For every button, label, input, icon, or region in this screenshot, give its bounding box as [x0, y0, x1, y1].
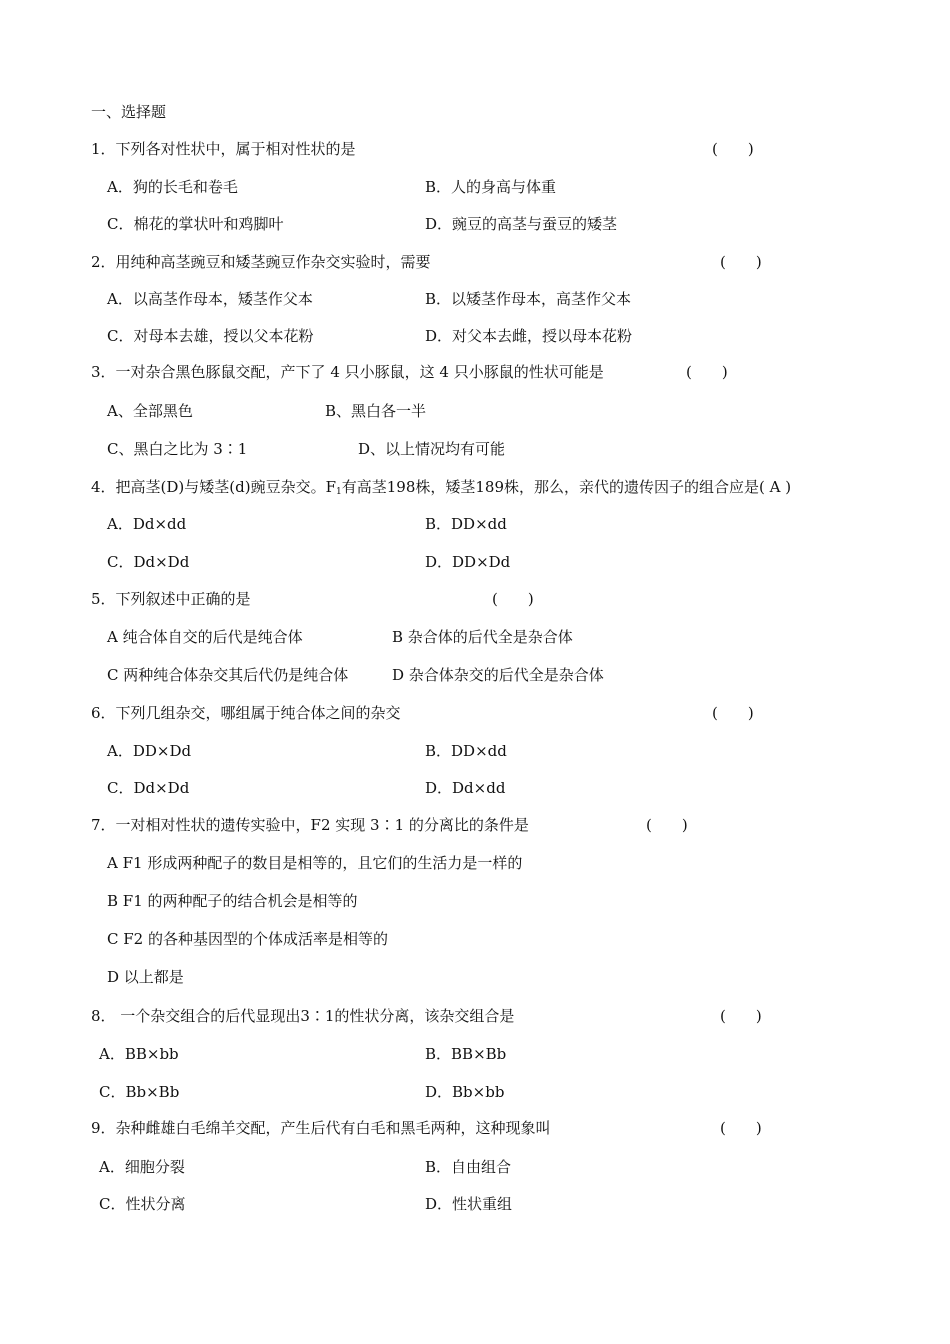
question-2-option-b: B．以矮茎作母本，高茎作父本 — [425, 290, 632, 308]
question-8-option-d: D．Bb×bb — [425, 1083, 505, 1101]
question-3-option-c: C、黑白之比为 3∶1 — [107, 440, 248, 458]
question-7-stem: 7．一对相对性状的遗传实验中，F2 实现 3∶1 的分离比的条件是 — [91, 816, 529, 834]
question-4-stem-pre: 4．把高茎(D)与矮茎(d)豌豆杂交。F — [91, 478, 336, 496]
question-1-stem: 1．下列各对性状中，属于相对性状的是 — [91, 140, 356, 158]
question-5-stem: 5．下列叙述中正确的是 — [91, 590, 251, 608]
question-1-option-d: D．豌豆的高茎与蚕豆的矮茎 — [425, 215, 618, 233]
question-9-option-b: B．自由组合 — [425, 1158, 512, 1176]
question-8-answer-paren: ( ) — [720, 1007, 762, 1025]
question-3-stem: 3．一对杂合黑色豚鼠交配，产下了 4 只小豚鼠，这 4 只小豚鼠的性状可能是 — [91, 363, 604, 381]
question-3-option-d: D、以上情况均有可能 — [358, 440, 506, 458]
question-1-answer-paren: ( ) — [712, 140, 754, 158]
question-8-option-c: C．Bb×Bb — [99, 1083, 180, 1101]
question-1-option-a: A．狗的长毛和卷毛 — [107, 178, 238, 196]
question-1-option-c: C．棉花的掌状叶和鸡脚叶 — [107, 215, 284, 233]
question-2-stem: 2．用纯种高茎豌豆和矮茎豌豆作杂交实验时，需要 — [91, 253, 431, 271]
question-9-option-c: C．性状分离 — [99, 1195, 186, 1213]
question-3-answer-paren: ( ) — [686, 363, 728, 381]
question-4-stem — [91, 477, 791, 497]
question-5-option-c: C 两种纯合体杂交其后代仍是纯合体 — [107, 666, 349, 684]
question-5-option-b: B 杂合体的后代全是杂合体 — [392, 628, 573, 646]
question-8-stem: 8． 一个杂交组合的后代显现出3∶1的性状分离，该杂交组合是 — [91, 1007, 515, 1025]
question-7-option-b: B F1 的两种配子的结合机会是相等的 — [107, 892, 358, 910]
question-2-option-d: D．对父本去雌，授以母本花粉 — [425, 327, 633, 345]
question-8-option-b: B．BB×Bb — [425, 1045, 507, 1063]
question-5-option-a: A 纯合体自交的后代是纯合体 — [107, 628, 303, 646]
question-6-answer-paren: ( ) — [712, 704, 754, 722]
question-6-option-d: D．Dd×dd — [425, 779, 506, 797]
question-2-answer-paren: ( ) — [720, 253, 762, 271]
question-6-option-b: B．DD×dd — [425, 742, 507, 760]
question-5-answer-paren: ( ) — [492, 590, 534, 608]
question-4-option-a: A．Dd×dd — [107, 515, 187, 533]
question-4-option-c: C．Dd×Dd — [107, 553, 190, 571]
question-4-option-b: B．DD×dd — [425, 515, 507, 533]
question-9-option-d: D．性状重组 — [425, 1195, 513, 1213]
question-9-stem: 9．杂种雌雄白毛绵羊交配，产生后代有白毛和黑毛两种，这种现象叫 — [91, 1119, 551, 1137]
question-1-option-b: B．人的身高与体重 — [425, 178, 557, 196]
question-7-option-c: C F2 的各种基因型的个体成活率是相等的 — [107, 930, 388, 948]
question-7-option-d: D 以上都是 — [107, 968, 184, 986]
question-8-option-a: A．BB×bb — [99, 1045, 179, 1063]
question-3-option-a: A、全部黑色 — [107, 402, 193, 420]
question-6-option-a: A．DD×Dd — [107, 742, 192, 760]
question-5-option-d: D 杂合体杂交的后代全是杂合体 — [392, 666, 604, 684]
question-9-answer-paren: ( ) — [720, 1119, 762, 1137]
question-2-option-c: C．对母本去雄，授以父本花粉 — [107, 327, 314, 345]
question-4-stem-subscript: 1 — [336, 487, 342, 497]
question-6-option-c: C．Dd×Dd — [107, 779, 190, 797]
question-2-option-a: A．以高茎作母本，矮茎作父本 — [107, 290, 313, 308]
question-4-stem-post: 有高茎198株，矮茎189株，那么，亲代的遗传因子的组合应是( A ) — [341, 478, 792, 496]
question-7-answer-paren: ( ) — [646, 816, 688, 834]
question-7-option-a: A F1 形成两种配子的数目是相等的，且它们的生活力是一样的 — [107, 854, 523, 872]
question-3-option-b: B、黑白各一半 — [325, 402, 427, 420]
question-9-option-a: A．细胞分裂 — [99, 1158, 185, 1176]
question-4-option-d: D．DD×Dd — [425, 553, 511, 571]
section-title: 一、选择题 — [91, 103, 167, 121]
question-6-stem: 6．下列几组杂交，哪组属于纯合体之间的杂交 — [91, 704, 401, 722]
